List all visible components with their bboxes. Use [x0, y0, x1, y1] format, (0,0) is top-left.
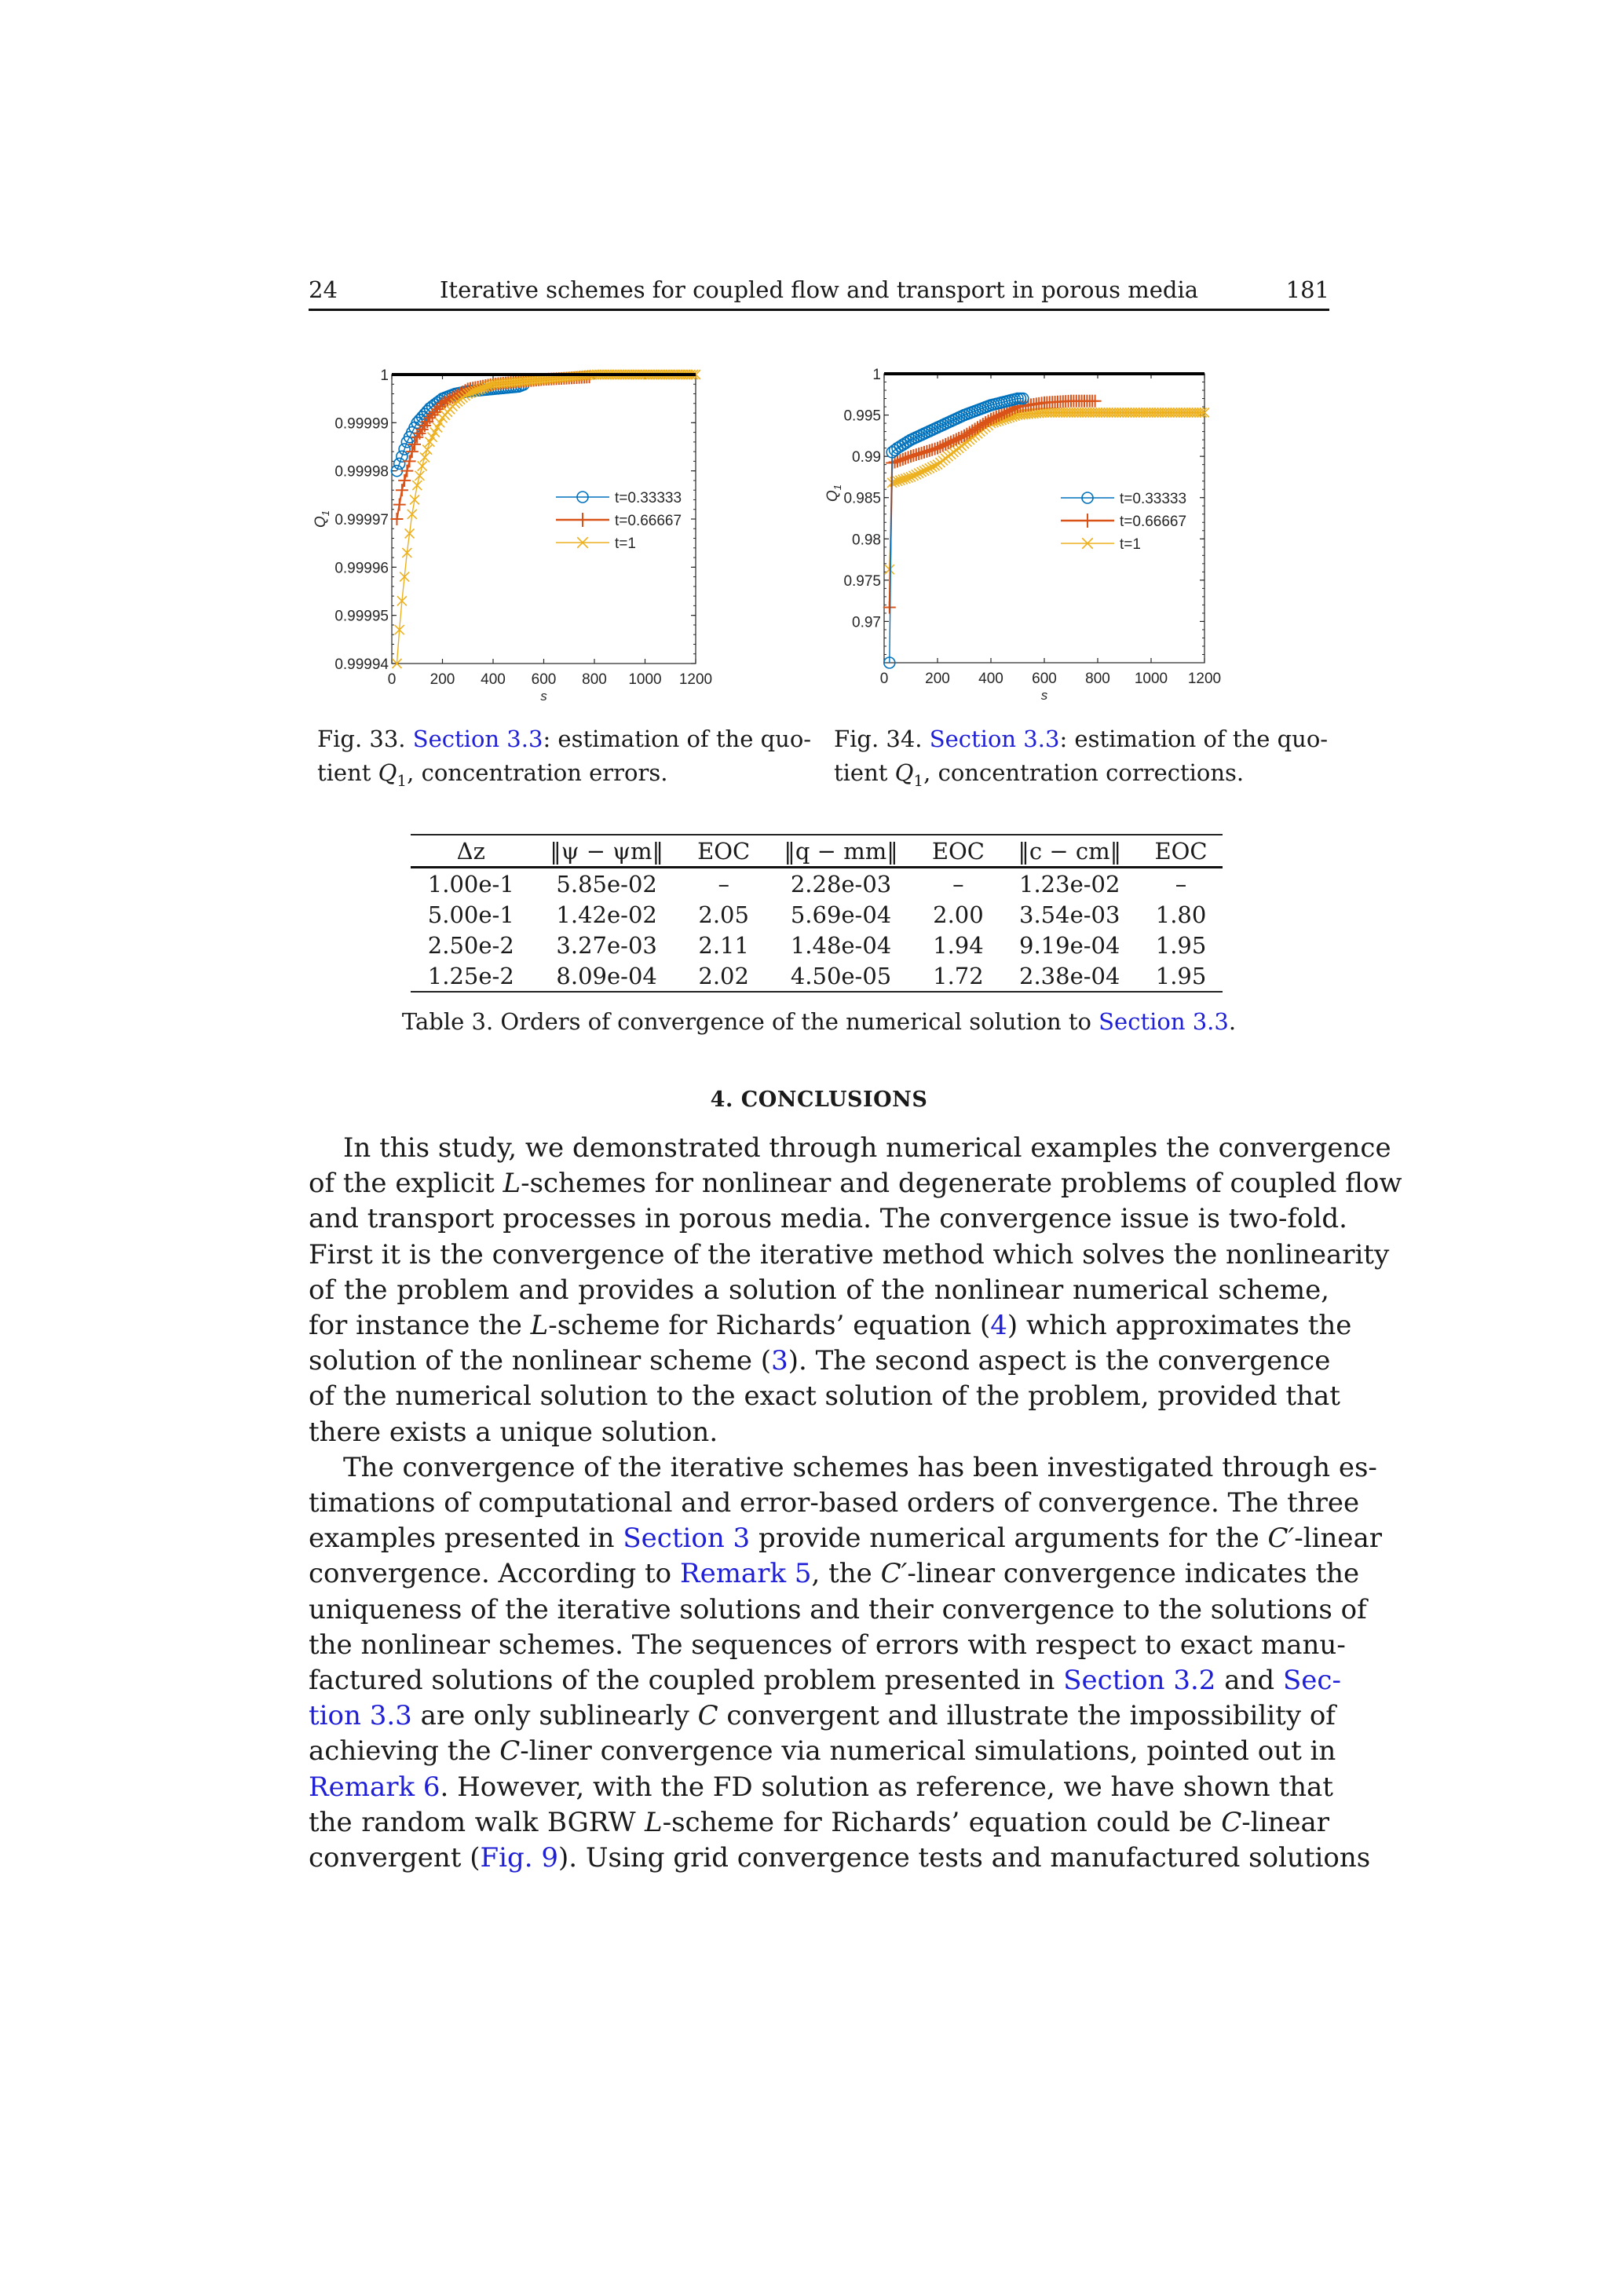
- text: of the problem and provides a solution of the nonlinear numerical scheme,: [309, 1274, 1329, 1306]
- text: . However, with the FD solution as reference, we have shown that: [440, 1771, 1333, 1803]
- table-cell: 2.00: [933, 901, 984, 928]
- text: -liner convergence via numerical simulations, pointed out in: [520, 1735, 1336, 1768]
- svg-text:1: 1: [872, 367, 881, 383]
- text-line: [309, 1663, 1341, 1698]
- caption-label: Table 3.: [401, 1008, 494, 1035]
- svg-text:0.985: 0.985: [843, 490, 881, 507]
- svg-text:0.99: 0.99: [852, 449, 881, 466]
- table-cell: –: [1175, 870, 1187, 898]
- table-cell: 1.72: [933, 962, 984, 989]
- svg-text:600: 600: [1032, 671, 1057, 687]
- caption-text: Orders of convergence of the numerical solution to: [500, 1008, 1099, 1035]
- table-cell: 1.95: [1155, 962, 1207, 989]
- table-cell: 5.00e-1: [427, 901, 514, 928]
- table-cell: 2.38e-04: [1019, 962, 1120, 989]
- text: the random walk BGRW: [309, 1806, 645, 1838]
- text: -scheme for Richards’ equation (: [548, 1310, 991, 1342]
- table-cell: 1.25e-2: [427, 962, 514, 989]
- column-header: ‖ψ − ψm‖: [550, 837, 663, 865]
- column-header: ‖c − cm‖: [1018, 837, 1122, 865]
- header-rule: [309, 309, 1329, 311]
- text: and: [1215, 1665, 1283, 1697]
- svg-text:1: 1: [380, 367, 389, 384]
- svg-text:1000: 1000: [628, 671, 662, 688]
- table-3-container: [411, 834, 1223, 993]
- text-line: [309, 1131, 1391, 1166]
- svg-text:t=0.66667: t=0.66667: [1120, 514, 1187, 530]
- cross-reference-link[interactable]: tion 3.3: [309, 1700, 412, 1732]
- table-cell: 9.19e-04: [1019, 931, 1120, 959]
- text-line: [309, 1486, 1360, 1521]
- caption-text: .: [1228, 1008, 1237, 1035]
- column-header: ‖q − mm‖: [784, 837, 898, 865]
- table-3-caption: [309, 1005, 1329, 1039]
- text: for instance the: [309, 1310, 531, 1342]
- chart-fig33: [314, 353, 785, 715]
- text: achieving the: [309, 1735, 500, 1768]
- text-line: [309, 1308, 1352, 1344]
- text: convergent and illustrate the impossibility of: [718, 1700, 1336, 1732]
- figure-34-caption: [834, 722, 1336, 798]
- svg-text:Q1: $Q_1$: [314, 510, 331, 528]
- body-text: [309, 1131, 1402, 1876]
- caption-text: : estimation of the quo-: [1059, 726, 1329, 752]
- svg-text:0.99996: 0.99996: [334, 560, 389, 577]
- cross-reference-link[interactable]: Remark 6: [309, 1771, 440, 1803]
- text-line: [309, 1344, 1329, 1379]
- text: ) which approximates the: [1007, 1310, 1352, 1342]
- table-cell: 8.09e-04: [556, 962, 657, 989]
- text: are only sublinearly: [411, 1700, 698, 1732]
- table-cell: 1.48e-04: [790, 931, 892, 959]
- svg-text:t=0.66667: t=0.66667: [615, 513, 682, 529]
- svg-text:0: 0: [879, 671, 889, 687]
- cross-reference-link[interactable]: Remark 5: [679, 1558, 812, 1590]
- svg-text:1200: 1200: [1187, 671, 1222, 687]
- text-line: [309, 1450, 1377, 1486]
- text-line: [309, 1770, 1333, 1805]
- column-header: EOC: [931, 837, 985, 865]
- table-cell: 1.94: [933, 931, 984, 959]
- caption-text: , concentration corrections.: [923, 759, 1245, 786]
- svg-text:t=0.33333: t=0.33333: [1120, 491, 1187, 507]
- math-symbol: C: [499, 1735, 521, 1768]
- svg-text:t=1: t=1: [615, 536, 636, 552]
- svg-text:0: 0: [387, 671, 397, 688]
- svg-text:600: 600: [531, 671, 557, 688]
- text-line: [309, 1521, 1383, 1556]
- table-row: [411, 960, 1223, 992]
- page-number-left: 24: [309, 276, 338, 303]
- cross-reference-link[interactable]: Section 3.2: [1063, 1665, 1216, 1697]
- text: factured solutions of the coupled problem presented in: [309, 1665, 1064, 1697]
- running-title: Iterative schemes for coupled flow and transport in porous media: [439, 276, 1199, 303]
- table-cell: 2.28e-03: [790, 870, 892, 898]
- table-cell: 2.50e-2: [427, 931, 514, 959]
- text: uniqueness of the iterative solutions and their convergence to the solutions of: [309, 1593, 1367, 1625]
- cross-reference-link[interactable]: 3: [771, 1345, 788, 1377]
- caption-text: , concentration errors.: [407, 759, 668, 786]
- column-header: EOC: [1154, 837, 1208, 865]
- text-line: [309, 1201, 1347, 1237]
- table-cell: 3.54e-03: [1019, 901, 1120, 928]
- figure-33-plot: [314, 353, 785, 715]
- text-line: [309, 1805, 1329, 1841]
- section-link[interactable]: Section 3.3: [1098, 1008, 1229, 1035]
- svg-text:s: s: [1040, 688, 1048, 703]
- table-header-row: [411, 835, 1223, 868]
- svg-text:800: 800: [1085, 671, 1110, 687]
- cross-reference-link[interactable]: Section 3: [623, 1523, 751, 1555]
- text: -schemes for nonlinear and degenerate problems of coupled flow: [521, 1168, 1402, 1200]
- text: and transport processes in porous media. The convergence issue is two-fold.: [309, 1203, 1347, 1235]
- text: convergent (: [309, 1842, 481, 1874]
- text-line: [309, 1379, 1340, 1414]
- paragraph-1: [309, 1131, 1402, 1450]
- table-cell: 2.05: [698, 901, 749, 928]
- text-line: [309, 1238, 1390, 1273]
- svg-text:0.995: 0.995: [843, 408, 881, 425]
- caption-text: tient: [317, 759, 378, 786]
- column-header: Δz: [456, 837, 485, 865]
- math-symbol: C′: [880, 1558, 908, 1590]
- text: In this study, we demonstrated through numerical examples the convergence: [343, 1132, 1391, 1164]
- svg-text:0.99997: 0.99997: [334, 512, 389, 528]
- section-link[interactable]: Section 3.3: [929, 726, 1060, 752]
- cross-reference-link[interactable]: Sec-: [1283, 1665, 1341, 1697]
- text: of the numerical solution to the exact solution of the problem, provided that: [309, 1380, 1340, 1413]
- paragraph-2: [309, 1450, 1383, 1876]
- svg-text:400: 400: [481, 671, 506, 688]
- table-row: [411, 868, 1223, 900]
- table-cell: 2.02: [698, 962, 749, 989]
- convergence-table: [411, 834, 1223, 993]
- text: -linear convergence indicates the: [907, 1558, 1360, 1590]
- svg-text:0.97: 0.97: [852, 614, 881, 631]
- table-cell: –: [718, 870, 729, 898]
- text: -scheme for Richards’ equation could be: [662, 1806, 1222, 1838]
- svg-text:0.99995: 0.99995: [334, 608, 389, 625]
- text: ). The second aspect is the convergence: [788, 1345, 1331, 1377]
- text: ). Using grid convergence tests and manufactured solutions: [558, 1842, 1371, 1874]
- math-symbol: C: [1221, 1806, 1242, 1838]
- table-cell: –: [952, 870, 964, 898]
- svg-text:400: 400: [978, 671, 1003, 687]
- table-cell: 5.69e-04: [790, 901, 892, 928]
- svg-text:s: s: [540, 689, 547, 704]
- table-cell: 4.50e-05: [790, 962, 892, 989]
- svg-text:800: 800: [582, 671, 607, 688]
- table-cell: 1.42e-02: [556, 901, 657, 928]
- figure-33-caption: [317, 722, 820, 798]
- text: examples presented in: [309, 1523, 623, 1555]
- svg-text:t=1: t=1: [1120, 536, 1141, 553]
- caption-label: Fig. 34.: [834, 726, 923, 752]
- math-symbol: Q: [378, 759, 397, 786]
- table-cell: 2.11: [698, 931, 749, 959]
- text: there exists a unique solution.: [309, 1416, 718, 1448]
- column-header: EOC: [697, 837, 751, 865]
- caption-text: : estimation of the quo-: [543, 726, 812, 752]
- math-symbol: L: [530, 1310, 549, 1342]
- svg-text:0.98: 0.98: [852, 532, 881, 549]
- svg-text:0.99994: 0.99994: [334, 656, 389, 673]
- text-line: [309, 1273, 1329, 1308]
- math-subscript: 1: [397, 770, 408, 790]
- page-number-right: 181: [1285, 276, 1329, 303]
- table-body: [411, 868, 1223, 993]
- text: , the: [811, 1558, 881, 1590]
- section-link[interactable]: Section 3.3: [412, 726, 543, 752]
- svg-text:1200: 1200: [678, 671, 713, 688]
- figure-34-plot: [817, 353, 1288, 715]
- running-header: [309, 276, 1329, 308]
- text-line: [309, 1592, 1367, 1628]
- text: First it is the convergence of the iterative method which solves the nonlinearity: [309, 1238, 1390, 1270]
- text: the nonlinear schemes. The sequences of errors with respect to exact manu-: [309, 1629, 1346, 1661]
- text: convergence. According to: [309, 1558, 680, 1590]
- chart-fig34: [817, 353, 1288, 715]
- text: -linear: [1241, 1806, 1329, 1838]
- svg-text:200: 200: [925, 671, 950, 687]
- svg-text:0.975: 0.975: [843, 572, 881, 590]
- table-cell: 1.00e-1: [427, 870, 514, 898]
- svg-text:0.99999: 0.99999: [334, 415, 389, 433]
- text: timations of computational and error-based orders of convergence. The three: [309, 1487, 1360, 1519]
- text-line: [309, 1628, 1346, 1663]
- text: solution of the nonlinear scheme (: [309, 1345, 772, 1377]
- text-line: [309, 1841, 1371, 1876]
- text: -linear: [1294, 1523, 1383, 1555]
- table-cell: 1.23e-02: [1019, 870, 1120, 898]
- svg-text:Q1: $Q_1$: [824, 484, 843, 503]
- cross-reference-link[interactable]: 4: [990, 1310, 1007, 1342]
- math-symbol: Q: [894, 759, 914, 786]
- table-cell: 1.95: [1155, 931, 1207, 959]
- math-symbol: C: [697, 1700, 718, 1732]
- table-row: [411, 899, 1223, 930]
- text: The convergence of the iterative schemes has been investigated through es-: [343, 1451, 1377, 1483]
- table-cell: 1.80: [1155, 901, 1207, 928]
- svg-text:0.99998: 0.99998: [334, 463, 389, 481]
- table-row: [411, 930, 1223, 960]
- text-line: [309, 1166, 1402, 1201]
- caption-label: Fig. 33.: [317, 726, 406, 752]
- text-line: [309, 1698, 1336, 1734]
- svg-text:1000: 1000: [1134, 671, 1168, 687]
- caption-text: tient: [834, 759, 895, 786]
- text-line: [309, 1415, 1329, 1450]
- table-cell: 5.85e-02: [556, 870, 657, 898]
- math-symbol: C′: [1267, 1523, 1295, 1555]
- text: of the explicit: [309, 1168, 503, 1200]
- table-cell: 3.27e-03: [556, 931, 657, 959]
- math-symbol: L: [503, 1168, 521, 1200]
- section-heading: 4. CONCLUSIONS: [710, 1088, 928, 1112]
- text: provide numerical arguments for the: [750, 1523, 1268, 1555]
- math-symbol: L: [645, 1806, 663, 1838]
- svg-text:200: 200: [430, 671, 455, 688]
- text-line: [309, 1734, 1336, 1769]
- text-line: [309, 1556, 1360, 1592]
- svg-text:t=0.33333: t=0.33333: [615, 490, 682, 506]
- cross-reference-link[interactable]: Fig. 9: [480, 1842, 558, 1874]
- math-subscript: 1: [913, 770, 924, 790]
